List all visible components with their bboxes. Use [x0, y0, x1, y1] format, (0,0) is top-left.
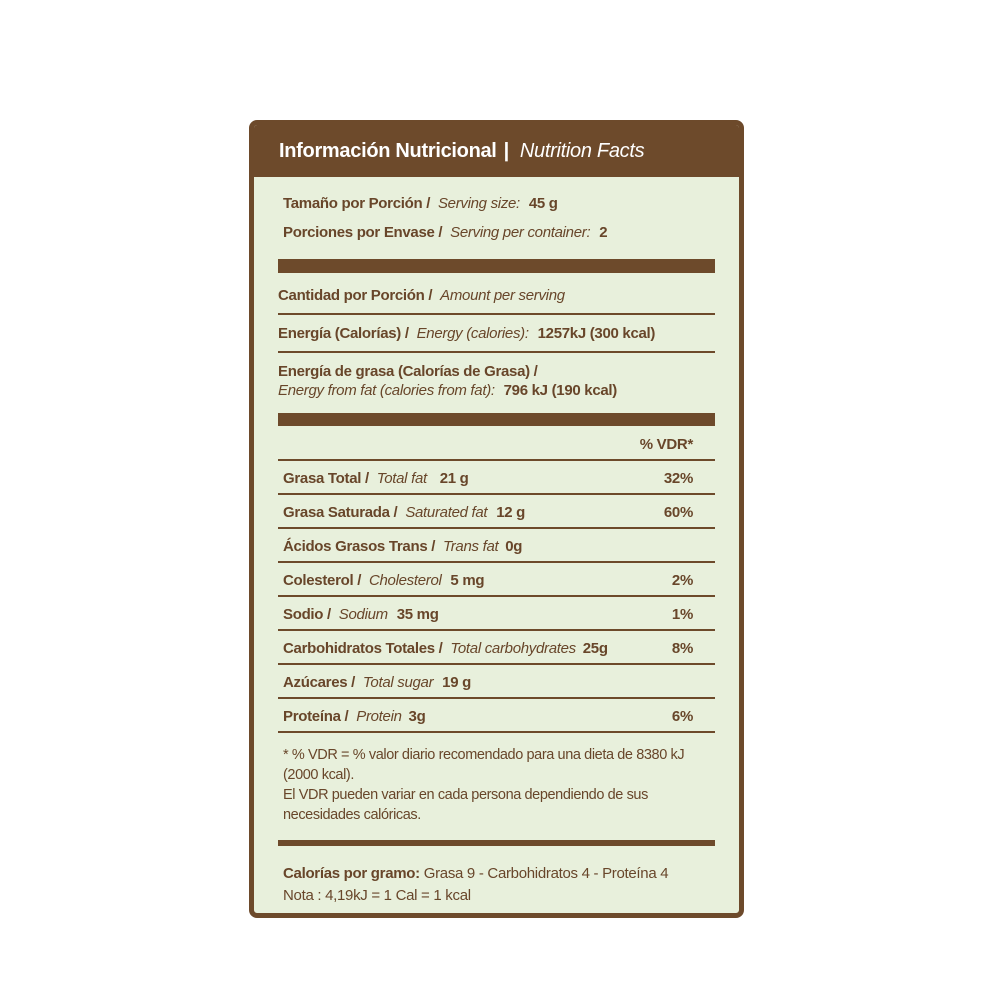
amount-per-serving-label-en: Amount per serving [440, 287, 565, 304]
nutrient-vdr-value: 2% [671, 572, 693, 589]
nutrient-label: Grasa Saturada / Saturated fat 12 g [283, 504, 526, 521]
serving-size-label-en: Serving size: [437, 195, 520, 212]
nutrient-row-cholesterol [278, 563, 715, 597]
section-divider-bar [278, 840, 715, 846]
serving-size-label-es: Tamaño por Porción / [283, 195, 431, 212]
servings-per-container-label-en: Serving per container: [450, 224, 591, 241]
nutrient-row-sugars [278, 665, 715, 699]
energy-from-fat-line-es: Energía de grasa (Calorías de Grasa) / [278, 363, 538, 380]
nutrient-row-total-fat [278, 461, 715, 495]
nutrient-label: Carbohidratos Totales / Total carbohydrates 25g [283, 640, 608, 657]
energy-from-fat-line-en: Energy from fat (calories from fat): 796 kJ (190 kcal) [278, 382, 617, 399]
servings-per-container-label-es: Porciones por Envase / [283, 224, 443, 241]
nutrient-label: Proteína / Protein 3g [283, 708, 426, 725]
energy-value: 1257kJ (300 kcal) [537, 325, 656, 342]
footnote-line: necesidades calóricas. [283, 807, 421, 823]
servings-per-container-value: 2 [599, 224, 608, 241]
nutrient-label: Colesterol / Cholesterol 5 mg [283, 572, 485, 589]
footnote-line: El VDR pueden variar en cada persona dependiendo de sus [283, 787, 648, 803]
conversion-note: Nota : 4,19kJ = 1 Cal = 1 kcal [283, 887, 471, 904]
nutrient-label: Sodio / Sodium 35 mg [283, 606, 439, 623]
footnote-line: * % VDR = % valor diario recomendado para una dieta de 8380 kJ [283, 747, 685, 763]
nutrient-vdr-value: 6% [671, 708, 693, 725]
calories-per-gram-block [278, 863, 715, 907]
section-divider-bar [278, 413, 715, 426]
label-content [254, 177, 739, 907]
amount-per-serving-row [278, 273, 715, 315]
calories-per-gram-label: Calorías por gramo: [283, 865, 420, 882]
nutrient-vdr-value: 60% [663, 504, 693, 521]
nutrient-row-protein [278, 699, 715, 733]
nutrient-label: Azúcares / Total sugar 19 g [283, 674, 471, 691]
energy-row [278, 315, 715, 353]
nutrient-row-saturated-fat [278, 495, 715, 529]
energy-from-fat-row [278, 353, 715, 405]
label-header [254, 125, 739, 177]
energy-label-es: Energía (Calorías) / [278, 325, 409, 342]
nutrition-label [249, 120, 744, 918]
section-divider-bar [278, 259, 715, 273]
nutrient-label: Ácidos Grasos Trans / Trans fat 0g [283, 538, 523, 555]
footnote-line: (2000 kcal). [283, 767, 354, 783]
energy-label-en: Energy (calories): [416, 325, 529, 342]
nutrient-row-sodium [278, 597, 715, 631]
header-title-en: Nutrition Facts [519, 139, 645, 162]
amount-per-serving-label-es: Cantidad por Porción / [278, 287, 433, 304]
nutrient-vdr-value: 32% [663, 470, 693, 487]
serving-size-row [278, 189, 715, 218]
nutrient-vdr-value: 8% [671, 640, 693, 657]
nutrient-label: Grasa Total / Total fat 21 g [283, 470, 469, 487]
calories-per-gram-line [283, 863, 715, 885]
calories-per-gram-values: Grasa 9 - Carbohidratos 4 - Proteína 4 [423, 865, 669, 882]
nutrient-row-total-carbohydrates [278, 631, 715, 665]
serving-size-value: 45 g [528, 195, 558, 212]
nutrient-row-trans-fat [278, 529, 715, 563]
header-title-es: Información Nutricional [279, 139, 497, 162]
servings-per-container-row [278, 218, 715, 247]
header-separator: | [503, 139, 509, 162]
vdr-footnote [278, 745, 715, 825]
vdr-column-header: % VDR* [278, 426, 715, 461]
nutrient-vdr-value: 1% [671, 606, 693, 623]
